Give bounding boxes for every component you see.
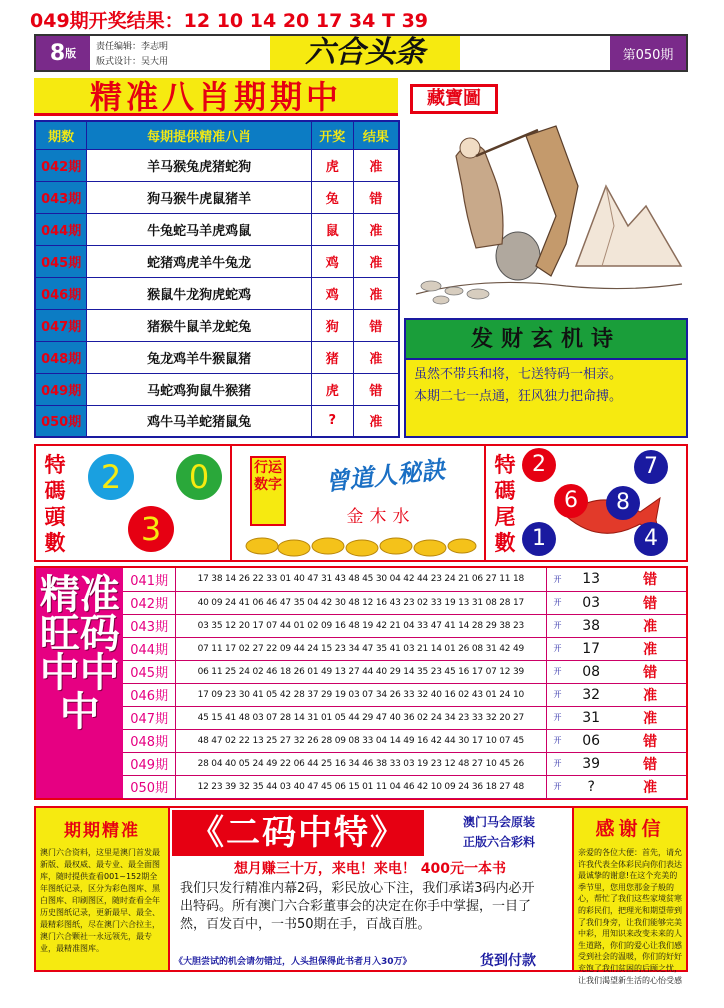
- code-result: 错: [614, 729, 686, 752]
- zodiac-period: 049期: [35, 373, 87, 405]
- head-ball-3: 3: [128, 506, 174, 552]
- header-period: 期数: [35, 121, 87, 149]
- zodiac-period: 046期: [35, 277, 87, 309]
- zodiac-period: 050期: [35, 405, 87, 437]
- editor-credits: [90, 36, 270, 70]
- zodiac-result: 准: [353, 341, 399, 373]
- zodiac-draw: 虎: [311, 373, 353, 405]
- accuracy-box: [36, 808, 170, 970]
- hot-code-section: [34, 566, 688, 800]
- zodiac-period: 043期: [35, 181, 87, 213]
- special-number-row: [34, 444, 688, 562]
- zodiac-draw: 鸡: [311, 245, 353, 277]
- zodiac-result: 错: [353, 309, 399, 341]
- code-result: 准: [614, 683, 686, 706]
- tail-ball-4: 8: [606, 486, 640, 520]
- header-draw: 开奖: [311, 121, 353, 149]
- promo-line: 想月赚三十万，来电！来电！ 400元一本书: [170, 858, 570, 878]
- designer-line: 版式设计：吴大用: [96, 57, 169, 67]
- code-row: [123, 614, 686, 637]
- edition-suffix: 版: [65, 47, 77, 60]
- zodiac-row: [35, 181, 399, 213]
- paper-name: 六合头条: [270, 36, 460, 70]
- zodiac-draw: 虎: [311, 149, 353, 181]
- zodiac-period: 047期: [35, 309, 87, 341]
- ink-painting-illustration: [406, 116, 688, 314]
- tail-ball-2: 7: [634, 450, 668, 484]
- zodiac-draw: 鸡: [311, 277, 353, 309]
- zodiac-row: [35, 245, 399, 277]
- zodiac-row: [35, 373, 399, 405]
- macau-line-2: 正版六合彩料: [462, 835, 535, 849]
- zodiac-row: [35, 341, 399, 373]
- code-numbers: 07 11 17 02 27 22 09 44 24 15 23 34 47 35 41 03 21 14 01 26 08 31 42 49: [175, 637, 546, 660]
- secret-formula-box: [232, 446, 486, 560]
- code-period: 043期: [123, 614, 175, 637]
- code-period: 049期: [123, 752, 175, 775]
- header-result: 结果: [353, 121, 399, 149]
- special-head-box: [36, 446, 232, 560]
- zodiac-result: 准: [353, 245, 399, 277]
- five-elements: 金木水: [346, 507, 416, 527]
- code-row: [123, 660, 686, 683]
- code-numbers: 06 11 25 24 02 46 18 26 01 49 13 27 44 40 29 14 35 23 45 16 17 07 12 39: [175, 660, 546, 683]
- zodiac-draw: 猪: [311, 341, 353, 373]
- code-kai-label: 开: [546, 683, 568, 706]
- code-kai-label: 开: [546, 591, 568, 614]
- code-period: 047期: [123, 706, 175, 729]
- zodiac-row: [35, 149, 399, 181]
- code-result: 准: [614, 706, 686, 729]
- zodiac-animals: 猴鼠牛龙狗虎蛇鸡: [87, 277, 312, 309]
- macau-line-1: 澳门马会原装: [462, 815, 535, 829]
- zodiac-draw: 鼠: [311, 213, 353, 245]
- code-result: 错: [614, 568, 686, 591]
- zodiac-animals: 兔龙鸡羊牛猴鼠猪: [87, 341, 312, 373]
- head-ball-1: 2: [88, 454, 134, 500]
- poem-box: [404, 318, 688, 438]
- code-row: [123, 637, 686, 660]
- zodiac-result: 准: [353, 149, 399, 181]
- code-draw: 17: [568, 637, 614, 660]
- zodiac-draw: ?: [311, 405, 353, 437]
- code-row: [123, 683, 686, 706]
- code-row: [123, 706, 686, 729]
- thank-you-text: 亲爱的各位大便：首先，请允许我代表全体彩民向你们表达最诚挚的谢意!在这个充美的季节里，您用您那金子般的心，帮忙了我们这些家境贫寒的彩民们，把理光和期望带到了我们身旁，让我们能够完美中彩，用知识来改变未来的人生道路，你们的爱心让我们感受到社会的温暖，你们的好好充饱了我们贫困的后顾之忧，让我们渴望新生活的心怡受感: [578, 848, 682, 985]
- tail-ball-3: 6: [554, 484, 588, 518]
- accuracy-text: 澳门六合资料，这里是澳门首发最新版、最权威、最专业、最全面图库，随时提供查看001~152期全年图纸记录，区分为彩色图库、黑白图库、印刷图区，随时查看全年历史图纸记录，更新最早、最全、最精彩图纸，尽在澳门六合拉主，澳门六合颗社一永远领先，最专业，最精准图库。: [40, 848, 160, 953]
- edition-number: 8: [49, 40, 66, 66]
- poem-title: 发财玄机诗: [406, 320, 686, 360]
- code-draw: 39: [568, 752, 614, 775]
- code-kai-label: 开: [546, 637, 568, 660]
- code-numbers: 12 23 39 32 35 44 03 40 47 45 06 15 01 11 04 46 42 10 09 24 36 18 27 48: [175, 775, 546, 798]
- code-row: [123, 729, 686, 752]
- code-kai-label: 开: [546, 775, 568, 798]
- page-header: [34, 34, 688, 72]
- code-kai-label: 开: [546, 614, 568, 637]
- zodiac-animals: 狗马猴牛虎鼠猪羊: [87, 181, 312, 213]
- thank-you-title: 感谢信: [595, 818, 665, 840]
- code-numbers: 03 35 12 20 17 07 44 01 02 09 16 48 19 42 21 04 33 47 41 14 28 29 38 23: [175, 614, 546, 637]
- zodiac-result: 错: [353, 181, 399, 213]
- two-code-banner: 《二码中特》: [172, 810, 424, 856]
- tail-ball-6: 4: [634, 522, 668, 556]
- code-draw: 06: [568, 729, 614, 752]
- zodiac-animals: 鸡牛马羊蛇猪鼠兔: [87, 405, 312, 437]
- zodiac-row: [35, 213, 399, 245]
- code-row: [123, 591, 686, 614]
- code-period: 048期: [123, 729, 175, 752]
- code-result: 错: [614, 752, 686, 775]
- code-kai-label: 开: [546, 729, 568, 752]
- gold-ingots-icon: [242, 528, 478, 558]
- zodiac-row: [35, 405, 399, 437]
- code-numbers: 45 15 41 48 03 07 28 14 31 01 05 44 29 47 40 36 02 24 34 23 33 32 20 27: [175, 706, 546, 729]
- code-result: 错: [614, 591, 686, 614]
- zodiac-period: 044期: [35, 213, 87, 245]
- accuracy-title: 期期精准: [64, 821, 140, 841]
- header-animals: 每期提供精准八肖: [87, 121, 312, 149]
- issue-number: 第050期: [610, 36, 686, 70]
- treasure-map-label: 藏寶圖: [410, 84, 498, 114]
- head-ball-2: 0: [176, 454, 222, 500]
- special-tail-box: [486, 446, 686, 560]
- zodiac-draw: 狗: [311, 309, 353, 341]
- code-result: 准: [614, 614, 686, 637]
- code-draw: 31: [568, 706, 614, 729]
- editor-line: 责任编辑：李志明: [96, 42, 169, 52]
- zodiac-result: 准: [353, 277, 399, 309]
- zodiac-animals: 蛇猪鸡虎羊牛兔龙: [87, 245, 312, 277]
- macau-authentic-label: [428, 812, 570, 852]
- lucky-number-tag: 行运数字: [250, 456, 286, 526]
- zodiac-animals: 羊马猴兔虎猪蛇狗: [87, 149, 312, 181]
- draw-result-headline: 049期开奖结果：12 10 14 20 17 34 T 39: [30, 10, 429, 32]
- hot-code-table: [123, 568, 686, 799]
- code-numbers: 17 09 23 30 41 05 42 28 37 29 19 03 07 34 26 33 32 40 16 02 43 01 24 10: [175, 683, 546, 706]
- code-draw: 08: [568, 660, 614, 683]
- code-draw: 13: [568, 568, 614, 591]
- code-kai-label: 开: [546, 568, 568, 591]
- code-kai-label: 开: [546, 660, 568, 683]
- advert-description: 我们只发行精准内幕2码，彩民放心下注，我们承诺3码内必开出特码。所有澳门六合彩董事会的决定在你手中掌握，一目了然，百发百中，一书50期在手，百战百胜。: [180, 881, 535, 932]
- special-head-label: 特碼頭數: [44, 453, 66, 555]
- zodiac-row: [35, 309, 399, 341]
- special-tail-label: 特碼尾數: [494, 453, 516, 555]
- zodiac-result: 准: [353, 213, 399, 245]
- zodiac-table-header: [35, 121, 399, 149]
- zodiac-animals: 马蛇鸡狗鼠牛猴猪: [87, 373, 312, 405]
- secret-formula-title: 曾道人秘訣: [324, 455, 447, 497]
- tail-ball-5: 1: [522, 522, 556, 556]
- code-row: [123, 568, 686, 591]
- old-man-hammer-illustration: [406, 116, 688, 314]
- hot-code-vertical-title: 精准旺码中中中: [36, 568, 123, 798]
- guarantee-note: 《大胆尝试的机会请勿错过，人头担保得此书者月入30万》: [174, 957, 412, 967]
- zodiac-row: [35, 277, 399, 309]
- zodiac-result: 准: [353, 405, 399, 437]
- code-result: 准: [614, 637, 686, 660]
- code-draw: 38: [568, 614, 614, 637]
- code-period: 042期: [123, 591, 175, 614]
- edition-badge: [36, 36, 90, 70]
- tail-ball-1: 2: [522, 448, 556, 482]
- two-code-advert: [170, 808, 574, 970]
- zodiac-result: 错: [353, 373, 399, 405]
- poem-line-1: 虽然不带兵和将，七送特码一相亲。: [414, 367, 623, 382]
- zodiac-period: 042期: [35, 149, 87, 181]
- main-title: 精准八肖期期中: [34, 78, 398, 116]
- code-kai-label: 开: [546, 706, 568, 729]
- zodiac-animals: 猪猴牛鼠羊龙蛇兔: [87, 309, 312, 341]
- code-draw: 32: [568, 683, 614, 706]
- thank-you-letter: [574, 808, 686, 985]
- zodiac-draw: 兔: [311, 181, 353, 213]
- code-draw: ?: [568, 775, 614, 798]
- code-period: 045期: [123, 660, 175, 683]
- zodiac-period: 048期: [35, 341, 87, 373]
- poem-line-2: 本期二七一点通，狂风独力把命搏。: [414, 389, 623, 404]
- zodiac-animals: 牛兔蛇马羊虎鸡鼠: [87, 213, 312, 245]
- code-draw: 03: [568, 591, 614, 614]
- code-numbers: 17 38 14 26 22 33 01 40 47 31 43 48 45 30 04 42 44 23 24 21 06 27 11 18: [175, 568, 546, 591]
- zodiac-period: 045期: [35, 245, 87, 277]
- code-result: 错: [614, 660, 686, 683]
- zodiac-table: [34, 120, 400, 438]
- code-period: 050期: [123, 775, 175, 798]
- code-numbers: 48 47 02 22 13 25 27 32 26 28 09 08 33 04 14 49 16 42 44 30 17 10 07 45: [175, 729, 546, 752]
- code-row: [123, 775, 686, 798]
- cash-on-delivery: 货到付款: [480, 953, 536, 969]
- code-period: 046期: [123, 683, 175, 706]
- code-period: 044期: [123, 637, 175, 660]
- code-period: 041期: [123, 568, 175, 591]
- code-result: 准: [614, 775, 686, 798]
- code-numbers: 40 09 24 41 06 46 47 35 04 42 30 48 12 16 43 23 02 33 19 13 31 08 28 17: [175, 591, 546, 614]
- advert-section: [34, 806, 688, 985]
- code-kai-label: 开: [546, 752, 568, 775]
- code-numbers: 28 04 40 05 24 49 22 06 44 25 16 34 46 38 33 03 19 23 12 48 27 10 45 26: [175, 752, 546, 775]
- code-row: [123, 752, 686, 775]
